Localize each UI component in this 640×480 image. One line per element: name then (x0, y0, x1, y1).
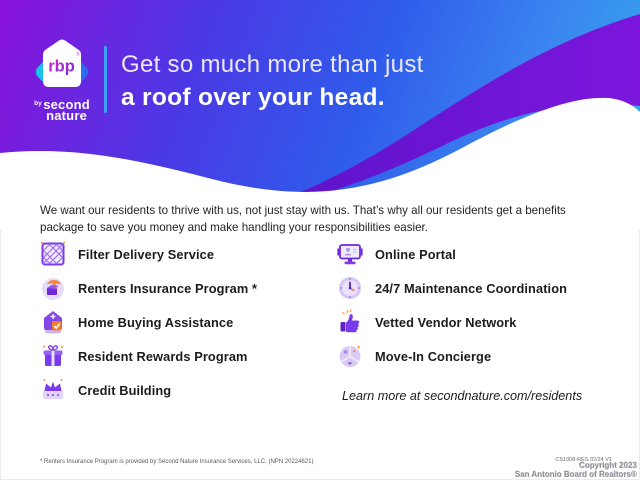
banner-wave-graphic (0, 0, 640, 230)
monitor-icon (337, 241, 363, 267)
rbp-logo (30, 36, 94, 121)
benefit-item-online-portal (337, 241, 567, 267)
benefit-label: Home Buying Assistance (78, 314, 234, 330)
house-check-icon (40, 309, 66, 335)
benefit-item-home-buying (40, 309, 257, 335)
benefit-label: Vetted Vendor Network (375, 314, 517, 330)
benefit-label: Online Portal (375, 246, 456, 262)
svg-text:rbp: rbp (48, 57, 75, 76)
document-code: CS1008-RES 02/24 V1 (555, 457, 612, 463)
benefit-label: Renters Insurance Program * (78, 280, 258, 296)
benefits-column-left (40, 241, 257, 403)
byline-by: by (34, 100, 42, 107)
benefits-column-right (337, 241, 567, 369)
concierge-icon (337, 343, 363, 369)
umbrella-house-icon (40, 275, 66, 301)
benefit-item-move-in-concierge (337, 343, 567, 369)
watermark-line2: San Antonio Board of Realtors® (514, 469, 637, 479)
second-nature-logo (30, 99, 94, 121)
clock-icon (337, 275, 363, 301)
filter-icon (40, 241, 66, 267)
benefit-item-resident-rewards (40, 343, 257, 369)
benefit-label: Filter Delivery Service (78, 246, 215, 262)
learn-more-link[interactable]: Learn more at secondnature.com/residents (342, 389, 583, 403)
intro-paragraph: We want our residents to thrive with us, not just stay with us. That’s why all our residents get a benefits package to save you money and make handling your responsibilities easier. (40, 204, 566, 234)
svg-text:®: ® (76, 52, 80, 58)
benefit-item-filter-delivery (40, 241, 257, 267)
watermark-line1: Copyright 2023 (579, 461, 637, 470)
benefit-label: Move-In Concierge (375, 348, 492, 364)
copyright-watermark (515, 462, 637, 479)
byline-brand: second nature (43, 97, 90, 123)
rbp-badge-icon (30, 36, 94, 92)
benefit-item-vendor-network (337, 309, 567, 335)
headline (121, 48, 424, 114)
benefit-label: Resident Rewards Program (78, 348, 248, 364)
benefit-item-credit-building (40, 377, 257, 403)
banner (0, 0, 640, 230)
benefit-item-renters-insurance (40, 275, 257, 301)
thumbs-up-icon (337, 309, 363, 335)
insurance-footnote: * Renters Insurance Program is provided by Second Nature Insurance Services, LLC. (NPN 20224621) (40, 459, 314, 465)
benefit-item-maintenance (337, 275, 567, 301)
gift-icon (40, 343, 66, 369)
headline-line2: a roof over your head. (121, 84, 385, 111)
benefit-label: 24/7 Maintenance Coordination (375, 280, 568, 296)
headline-line1: Get so much more than just (121, 51, 424, 78)
vertical-divider (104, 46, 107, 113)
crown-icon (40, 377, 66, 403)
benefit-label: Credit Building (78, 382, 172, 398)
